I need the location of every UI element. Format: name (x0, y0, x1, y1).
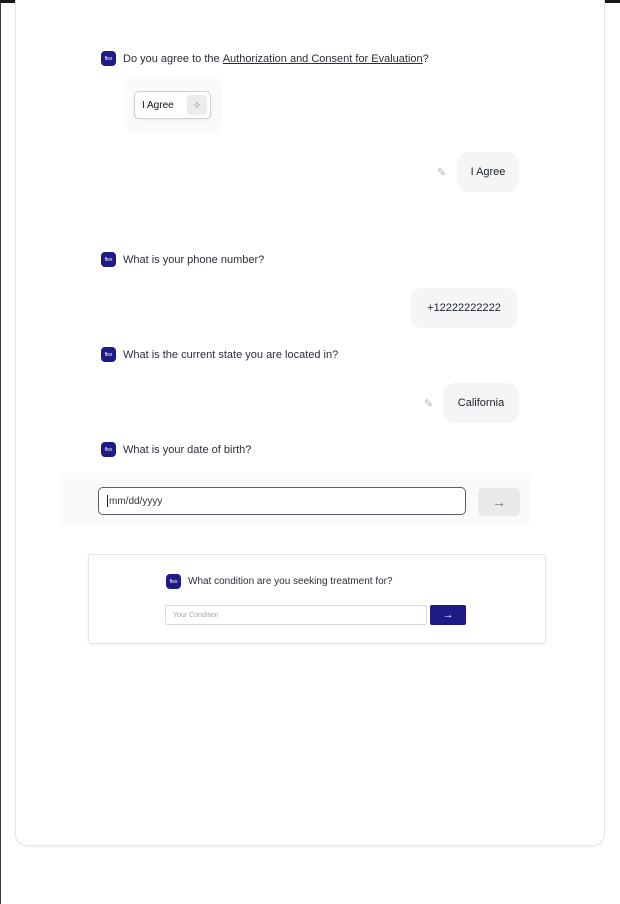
dob-question-text: What is your date of birth? (123, 443, 252, 456)
bot-logo-icon: flex (101, 252, 116, 267)
condition-preview-card (88, 554, 546, 644)
phone-answer-text: +12222222222 (427, 302, 501, 314)
arrow-right-icon: → (442, 609, 454, 621)
consent-link[interactable]: Authorization and Consent for Evaluation (222, 52, 423, 65)
state-answer-text: California (457, 397, 505, 409)
bot-logo-icon: flex (166, 574, 181, 589)
chat-panel (15, 0, 605, 846)
consent-answer-text: I Agree (470, 166, 506, 178)
sparkle-icon: ✧ (187, 95, 207, 115)
consent-answer (457, 152, 519, 192)
consent-question (101, 51, 429, 66)
arrow-right-icon: → (492, 494, 506, 510)
i-agree-button[interactable] (134, 91, 211, 119)
dob-question (101, 442, 251, 457)
state-question (101, 347, 338, 362)
condition-question-text: What condition are you seeking treatment for? (188, 576, 393, 587)
consent-question-prefix: Do you agree to the (123, 52, 223, 65)
bot-logo-icon: flex (101, 51, 116, 66)
state-answer (443, 383, 519, 423)
left-border (0, 3, 1, 904)
consent-question-suffix: ? (422, 52, 429, 65)
dob-input[interactable] (98, 487, 466, 515)
condition-input[interactable] (165, 605, 427, 625)
dob-placeholder: mm/dd/yyyy (109, 495, 163, 507)
text-cursor (107, 495, 108, 507)
condition-question (166, 574, 393, 589)
phone-question-text: What is your phone number? (123, 253, 265, 266)
state-question-text: What is the current state you are located in? (123, 348, 339, 361)
phone-question (101, 252, 264, 267)
condition-placeholder: Your Condition (173, 611, 219, 619)
i-agree-label: I Agree (142, 99, 174, 111)
consent-options (127, 77, 220, 131)
edit-consent-icon[interactable]: ✎ (437, 167, 447, 179)
bot-logo-icon: flex (101, 442, 116, 457)
edit-state-icon[interactable]: ✎ (424, 398, 434, 410)
bot-logo-icon: flex (101, 347, 116, 362)
phone-answer (410, 288, 518, 328)
condition-submit-button[interactable] (430, 605, 466, 625)
dob-submit-button[interactable] (478, 488, 520, 516)
